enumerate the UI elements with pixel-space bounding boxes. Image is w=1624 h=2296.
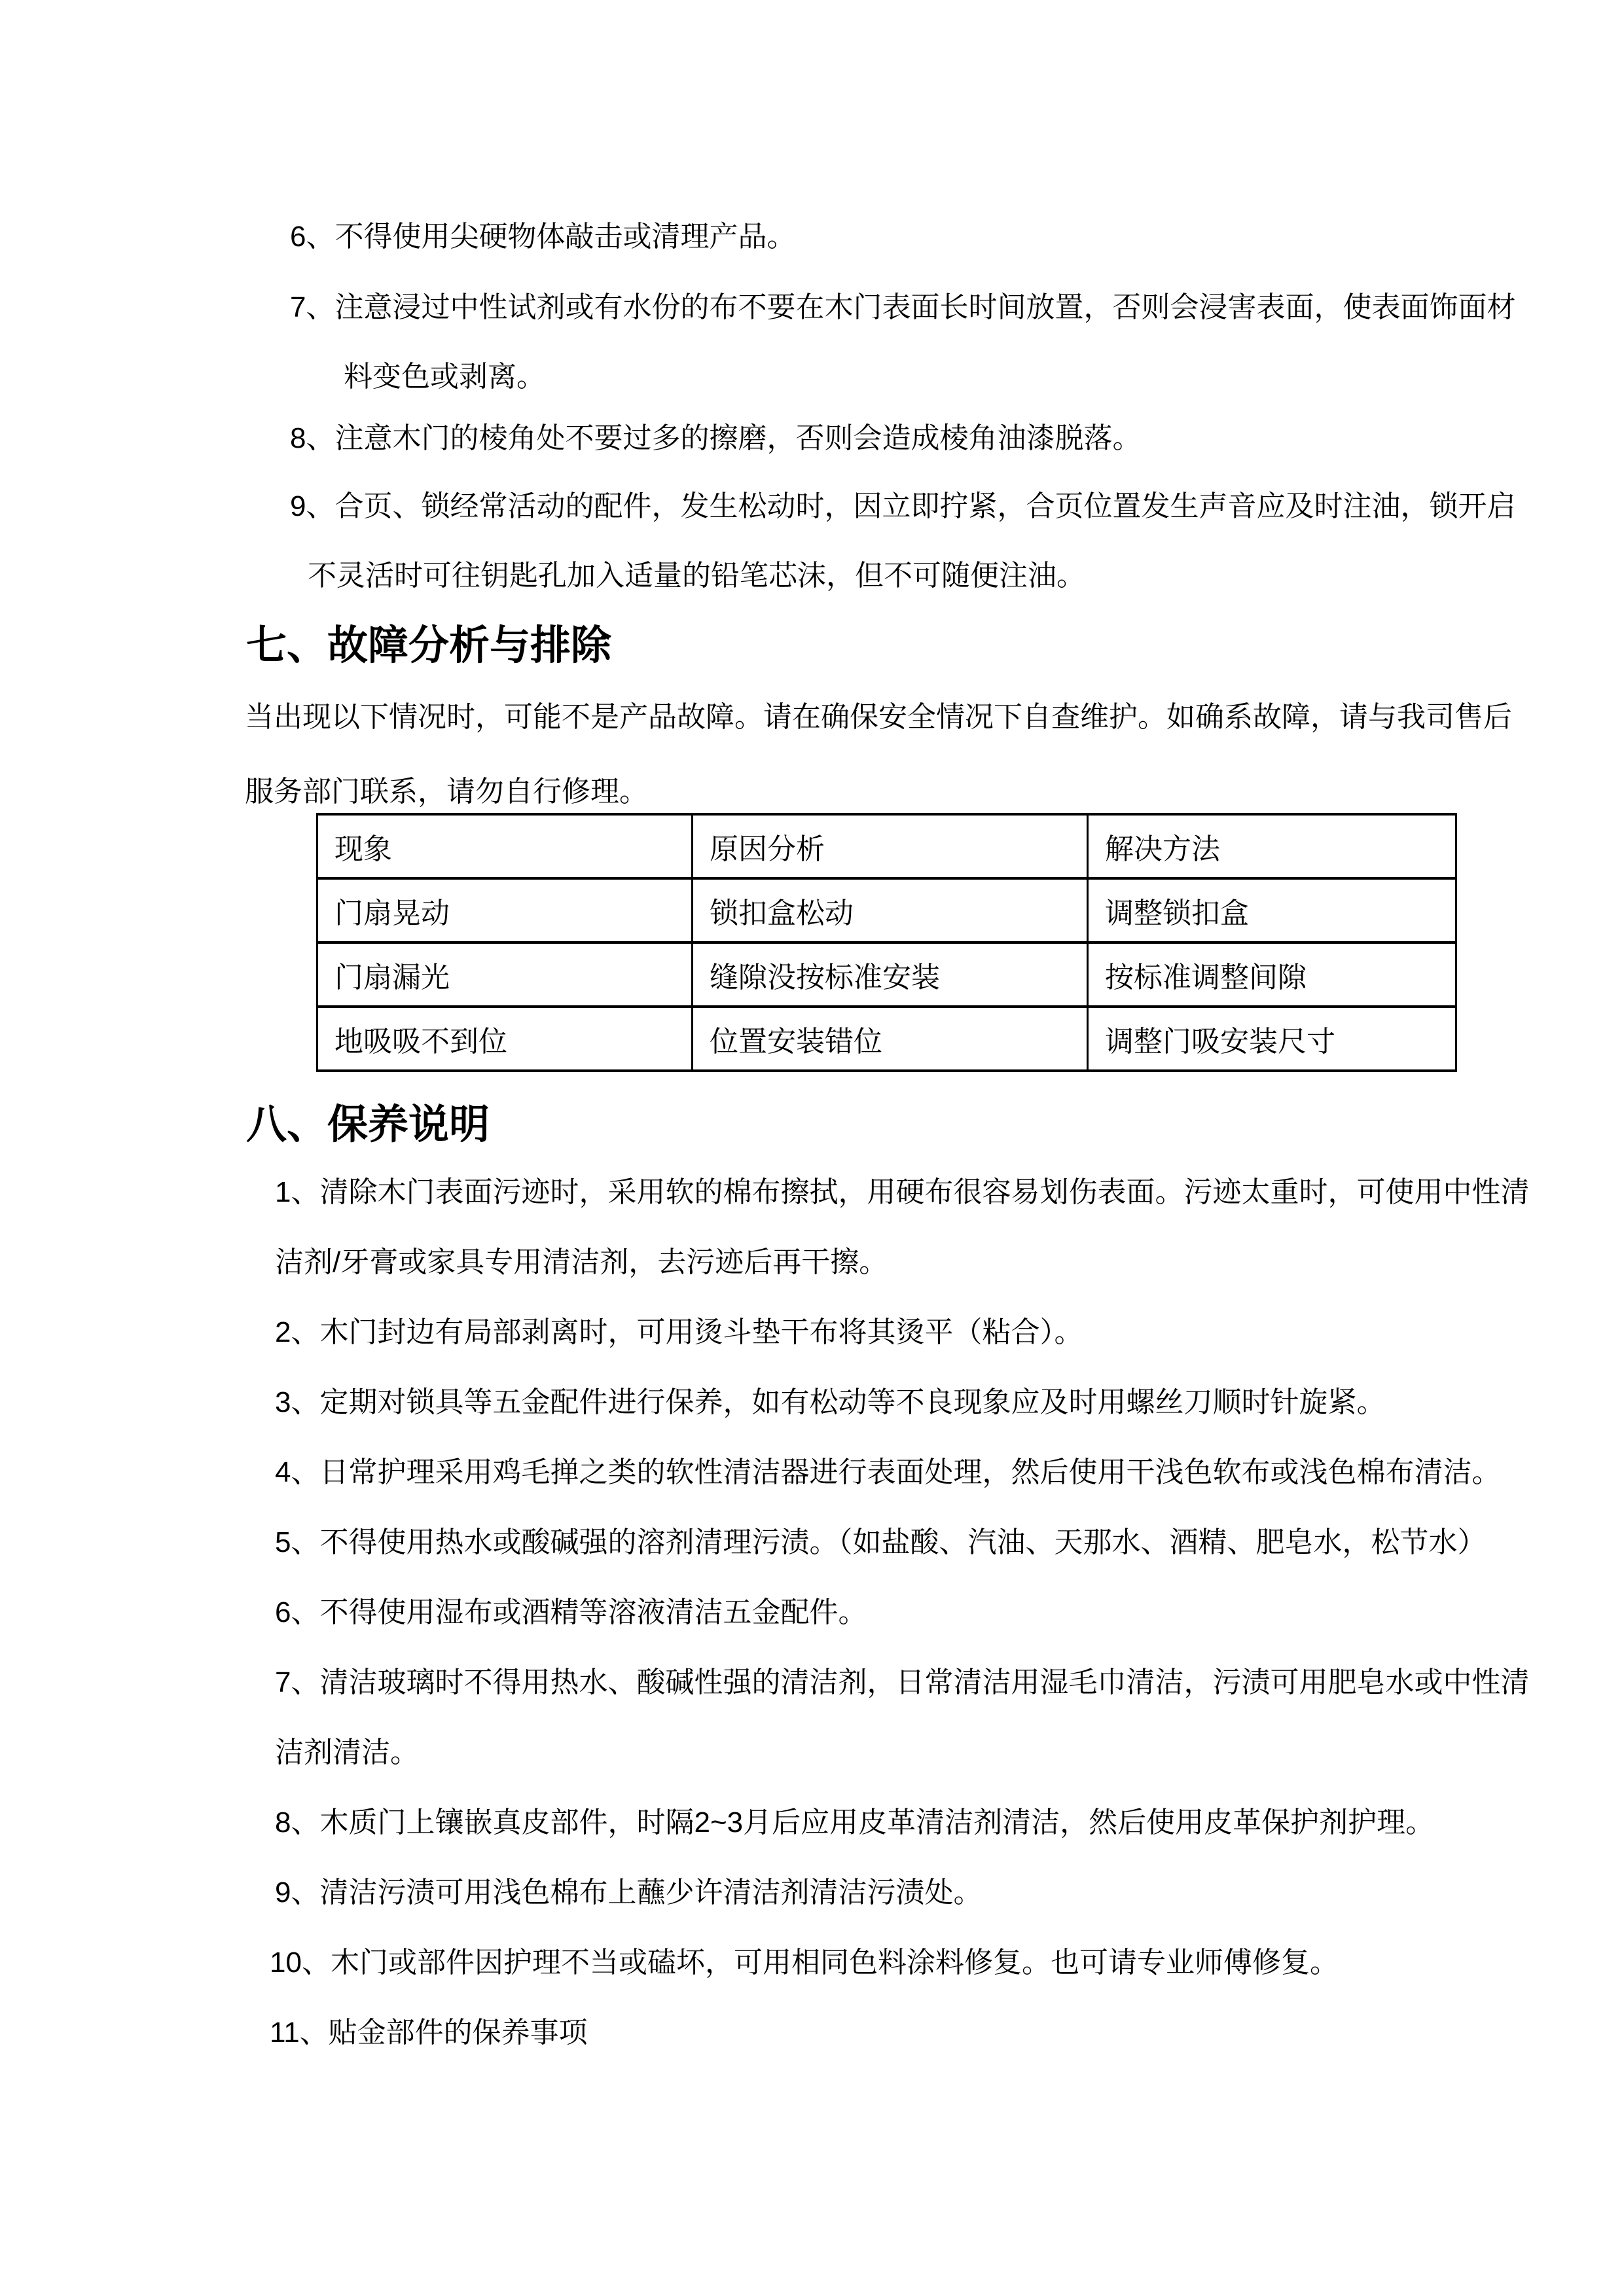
usage-note-6: 6、不得使用尖硬物体敲击或清理产品。 bbox=[290, 221, 796, 253]
care-item-2: 2、木门封边有局部剥离时，可用烫斗垫干布将其烫平（粘合）。 bbox=[275, 1316, 1083, 1348]
table-header-row bbox=[317, 814, 1456, 878]
usage-note-8: 8、注意木门的棱角处不要过多的擦磨，否则会造成棱角油漆脱落。 bbox=[290, 422, 1142, 454]
table-cell: 缝隙没按标准安装 bbox=[693, 942, 1088, 1007]
section-8-heading: 八、保养说明 bbox=[246, 1102, 490, 1147]
usage-note-9-line-2: 不灵活时可往钥匙孔加入适量的铅笔芯沫，但不可随便注油。 bbox=[308, 560, 1085, 592]
usage-note-9-line-1: 9、合页、锁经常活动的配件，发生松动时，因立即拧紧，合页位置发生声音应及时注油，锁开启 bbox=[290, 490, 1516, 522]
table-cell: 调整锁扣盒 bbox=[1088, 878, 1456, 942]
section-7-heading: 七、故障分析与排除 bbox=[246, 623, 612, 668]
usage-note-7-line-2: 料变色或剥离。 bbox=[344, 361, 545, 393]
care-item-5: 5、不得使用热水或酸碱强的溶剂清理污渍。（如盐酸、汽油、天那水、酒精、肥皂水，松节水） bbox=[275, 1526, 1487, 1558]
care-item-7-line-1: 7、清洁玻璃时不得用热水、酸碱性强的清洁剂，日常清洁用湿毛巾清洁，污渍可用肥皂水或中性清 bbox=[275, 1666, 1530, 1698]
care-item-1-line-1: 1、清除木门表面污迹时，采用软的棉布擦拭，用硬布很容易划伤表面。污迹太重时，可使用中性清 bbox=[275, 1176, 1530, 1208]
table-cell: 门扇晃动 bbox=[317, 878, 693, 942]
care-item-10: 10、木门或部件因护理不当或磕坏，可用相同色料涂料修复。也可请专业师傅修复。 bbox=[270, 1946, 1339, 1979]
care-item-3: 3、定期对锁具等五金配件进行保养，如有松动等不良现象应及时用螺丝刀顺时针旋紧。 bbox=[275, 1386, 1386, 1418]
usage-note-7-line-1: 7、注意浸过中性试剂或有水份的布不要在木门表面长时间放置，否则会浸害表面，使表面饰面材 bbox=[290, 291, 1516, 323]
table-row bbox=[317, 1007, 1456, 1071]
table-header-phenomenon: 现象 bbox=[317, 814, 693, 878]
care-item-8: 8、木质门上镶嵌真皮部件，时隔2~3月后应用皮革清洁剂清洁，然后使用皮革保护剂护理。 bbox=[275, 1806, 1435, 1839]
fault-intro-line-2: 服务部门联系，请勿自行修理。 bbox=[245, 776, 648, 808]
care-item-7-line-2: 洁剂清洁。 bbox=[275, 1736, 419, 1768]
care-item-1-line-2: 洁剂/牙膏或家具专用清洁剂，去污迹后再干擦。 bbox=[275, 1246, 888, 1278]
table-cell: 按标准调整间隙 bbox=[1088, 942, 1456, 1007]
care-item-6: 6、不得使用湿布或酒精等溶液清洁五金配件。 bbox=[275, 1596, 867, 1628]
table-header-cause: 原因分析 bbox=[693, 814, 1088, 878]
fault-analysis-table bbox=[316, 813, 1457, 1072]
care-item-11: 11、贴金部件的保养事项 bbox=[270, 2017, 588, 2049]
table-cell: 调整门吸安装尺寸 bbox=[1088, 1007, 1456, 1071]
table-cell: 地吸吸不到位 bbox=[317, 1007, 693, 1071]
table-header-solution: 解决方法 bbox=[1088, 814, 1456, 878]
table-cell: 门扇漏光 bbox=[317, 942, 693, 1007]
table-cell: 锁扣盒松动 bbox=[693, 878, 1088, 942]
table-row bbox=[317, 878, 1456, 942]
care-item-4: 4、日常护理采用鸡毛掸之类的软性清洁器进行表面处理，然后使用干浅色软布或浅色棉布清洁。 bbox=[275, 1456, 1501, 1488]
care-item-9: 9、清洁污渍可用浅色棉布上蘸少许清洁剂清洁污渍处。 bbox=[275, 1876, 983, 1909]
table-cell: 位置安装错位 bbox=[693, 1007, 1088, 1071]
table-row bbox=[317, 942, 1456, 1007]
fault-intro-line-1: 当出现以下情况时，可能不是产品故障。请在确保安全情况下自查维护。如确系故障，请与我司售后 bbox=[245, 701, 1512, 733]
